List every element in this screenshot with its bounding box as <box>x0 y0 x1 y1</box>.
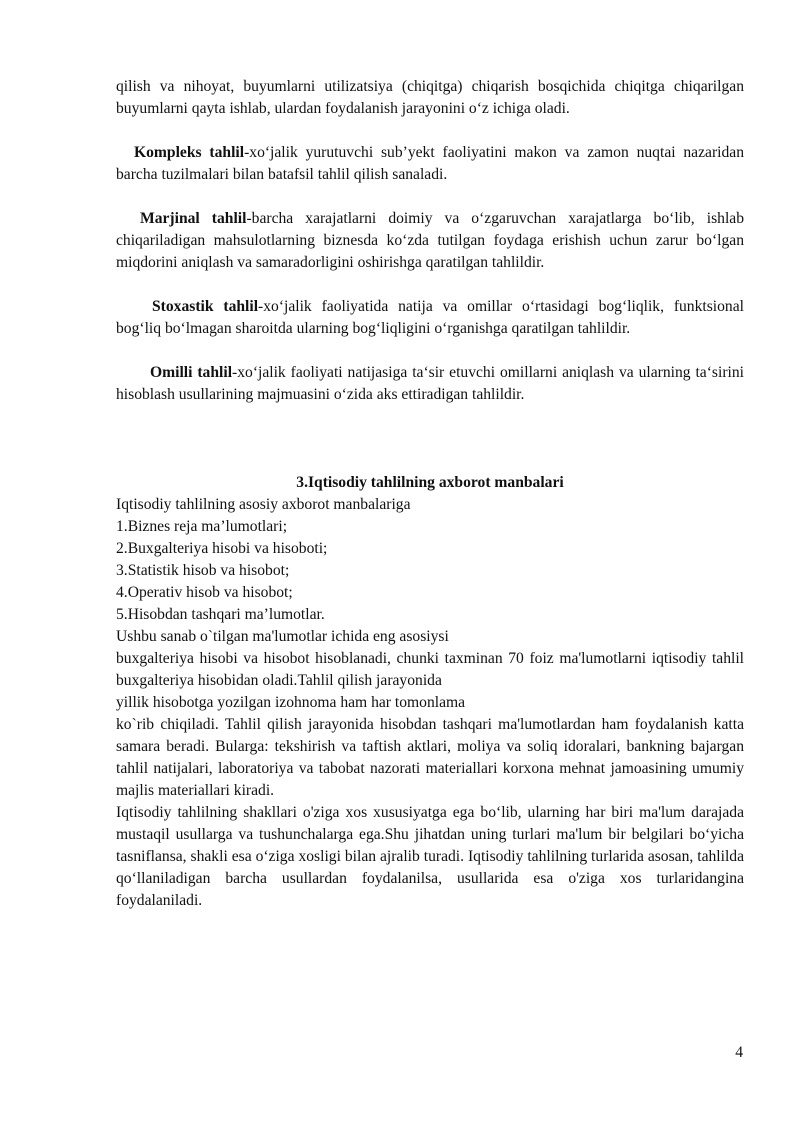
definition-text-kompleks: -xoʻjalik yurutuvchi sub’yekt faoliyatini makon va zamon nuqtai nazaridan barcha tuzilmalari bilan batafsil tahlil qilish sanaladi. <box>116 144 744 183</box>
text-line: Ushbu sanab o`tilgan ma'lumotlar ichida eng asosiysi <box>116 628 449 645</box>
definition-kompleks <box>116 142 744 186</box>
definition-stoxastik <box>116 296 744 340</box>
section-heading: 3.Iqtisodiy tahlilning axborot manbalari <box>296 474 564 491</box>
term-stoxastik: Stoxastik tahlil <box>152 298 259 315</box>
text-line: buxgalteriya hisobi va hisobot hisoblanadi, chunki taxminan 70 foiz ma'lumotlarni iqtisodiy tahlil buxgalteriya hisobidan oladi.Tahlil qilish jarayonida <box>116 650 744 689</box>
list-item: 1.Biznes reja ma’lumotlari; <box>116 518 288 535</box>
term-omilli: Omilli tahlil <box>150 364 233 381</box>
section-lead: Iqtisodiy tahlilning asosiy axborot manbalariga <box>116 496 411 513</box>
sources-list <box>116 516 744 626</box>
definition-text-marjinal: -barcha xarajatlarni doimiy va oʻzgaruvchan xarajatlarga boʻlib, ishlab chiqariladigan mahsulotlarning biznesda koʻzda tutilgan foydaga erishish uchun zarur boʻlgan miqdorini aniqlash va samaradorligini oshirishga qaratilgan tahlildir. <box>116 210 745 271</box>
intro-paragraph: qilish va nihoyat, buyumlarni utilizatsiya (chiqitga) chiqarish bosqichida chiqitga chiqarilgan buyumlarni qayta ishlab, ulardan foydalanish jarayonini oʻz ichiga oladi. <box>116 78 744 117</box>
definition-text-stoxastik: -xoʻjalik faoliyatida natija va omillar oʻrtasidagi bogʻliqlik, funktsional bogʻliq boʻlmagan sharoitda ularning bogʻliqligini oʻrganishga qaratilgan tahlildir. <box>116 298 744 337</box>
definitions <box>116 142 744 406</box>
list-item: 3.Statistik hisob va hisobot; <box>116 562 290 579</box>
page-number: 4 <box>735 1044 743 1061</box>
definition-marjinal <box>116 208 744 274</box>
body-paragraph: Iqtisodiy tahlilning shakllari o'ziga xos xususiyatga ega boʻlib, ularning har biri ma'lum darajada mustaqil usullarga va tushunchalarga ega.Shu jihatdan uning turlari ma'lum bir belgilari boʻyicha tasniflansa, shakli esa oʻziga xosligi bilan ajralib turadi. Iqtisodiy tahlilning turlarida asosan, tahlilda qoʻllaniladigan barcha usullardan foydalanilsa, usullarida esa o'ziga xos turlaridangina foydalaniladi. <box>116 804 744 909</box>
definition-text-omilli: -xoʻjalik faoliyati natijasiga taʻsir etuvchi omillarni aniqlash va ularning taʻsirini hisoblash usullarining majmuasini oʻzida aks ettiradigan tahlildir. <box>116 364 744 403</box>
text-line: yillik hisobotga yozilgan izohnoma ham har tomonlama <box>116 694 466 711</box>
list-item: 4.Operativ hisob va hisobot; <box>116 584 293 601</box>
term-kompleks: Kompleks tahlil <box>134 144 245 161</box>
term-marjinal: Marjinal tahlil <box>140 210 247 227</box>
document-page <box>116 76 744 912</box>
list-item: 2.Buxgalteriya hisobi va hisoboti; <box>116 540 328 557</box>
list-item: 5.Hisobdan tashqari ma’lumotlar. <box>116 606 325 623</box>
body-paragraph: ko`rib chiqiladi. Tahlil qilish jarayonida hisobdan tashqari ma'lumotlardan ham foydalanish katta samara beradi. Bularga: tekshirish va taftish aktlari, moliya va soliq idoralari, bankning bajargan tahlil natijalari, laboratoriya va tabobat nazorati materiallari korxona mehnat jamoasining umumiy majlis materiallari kiradi. <box>116 716 744 799</box>
definition-omilli <box>116 362 744 406</box>
